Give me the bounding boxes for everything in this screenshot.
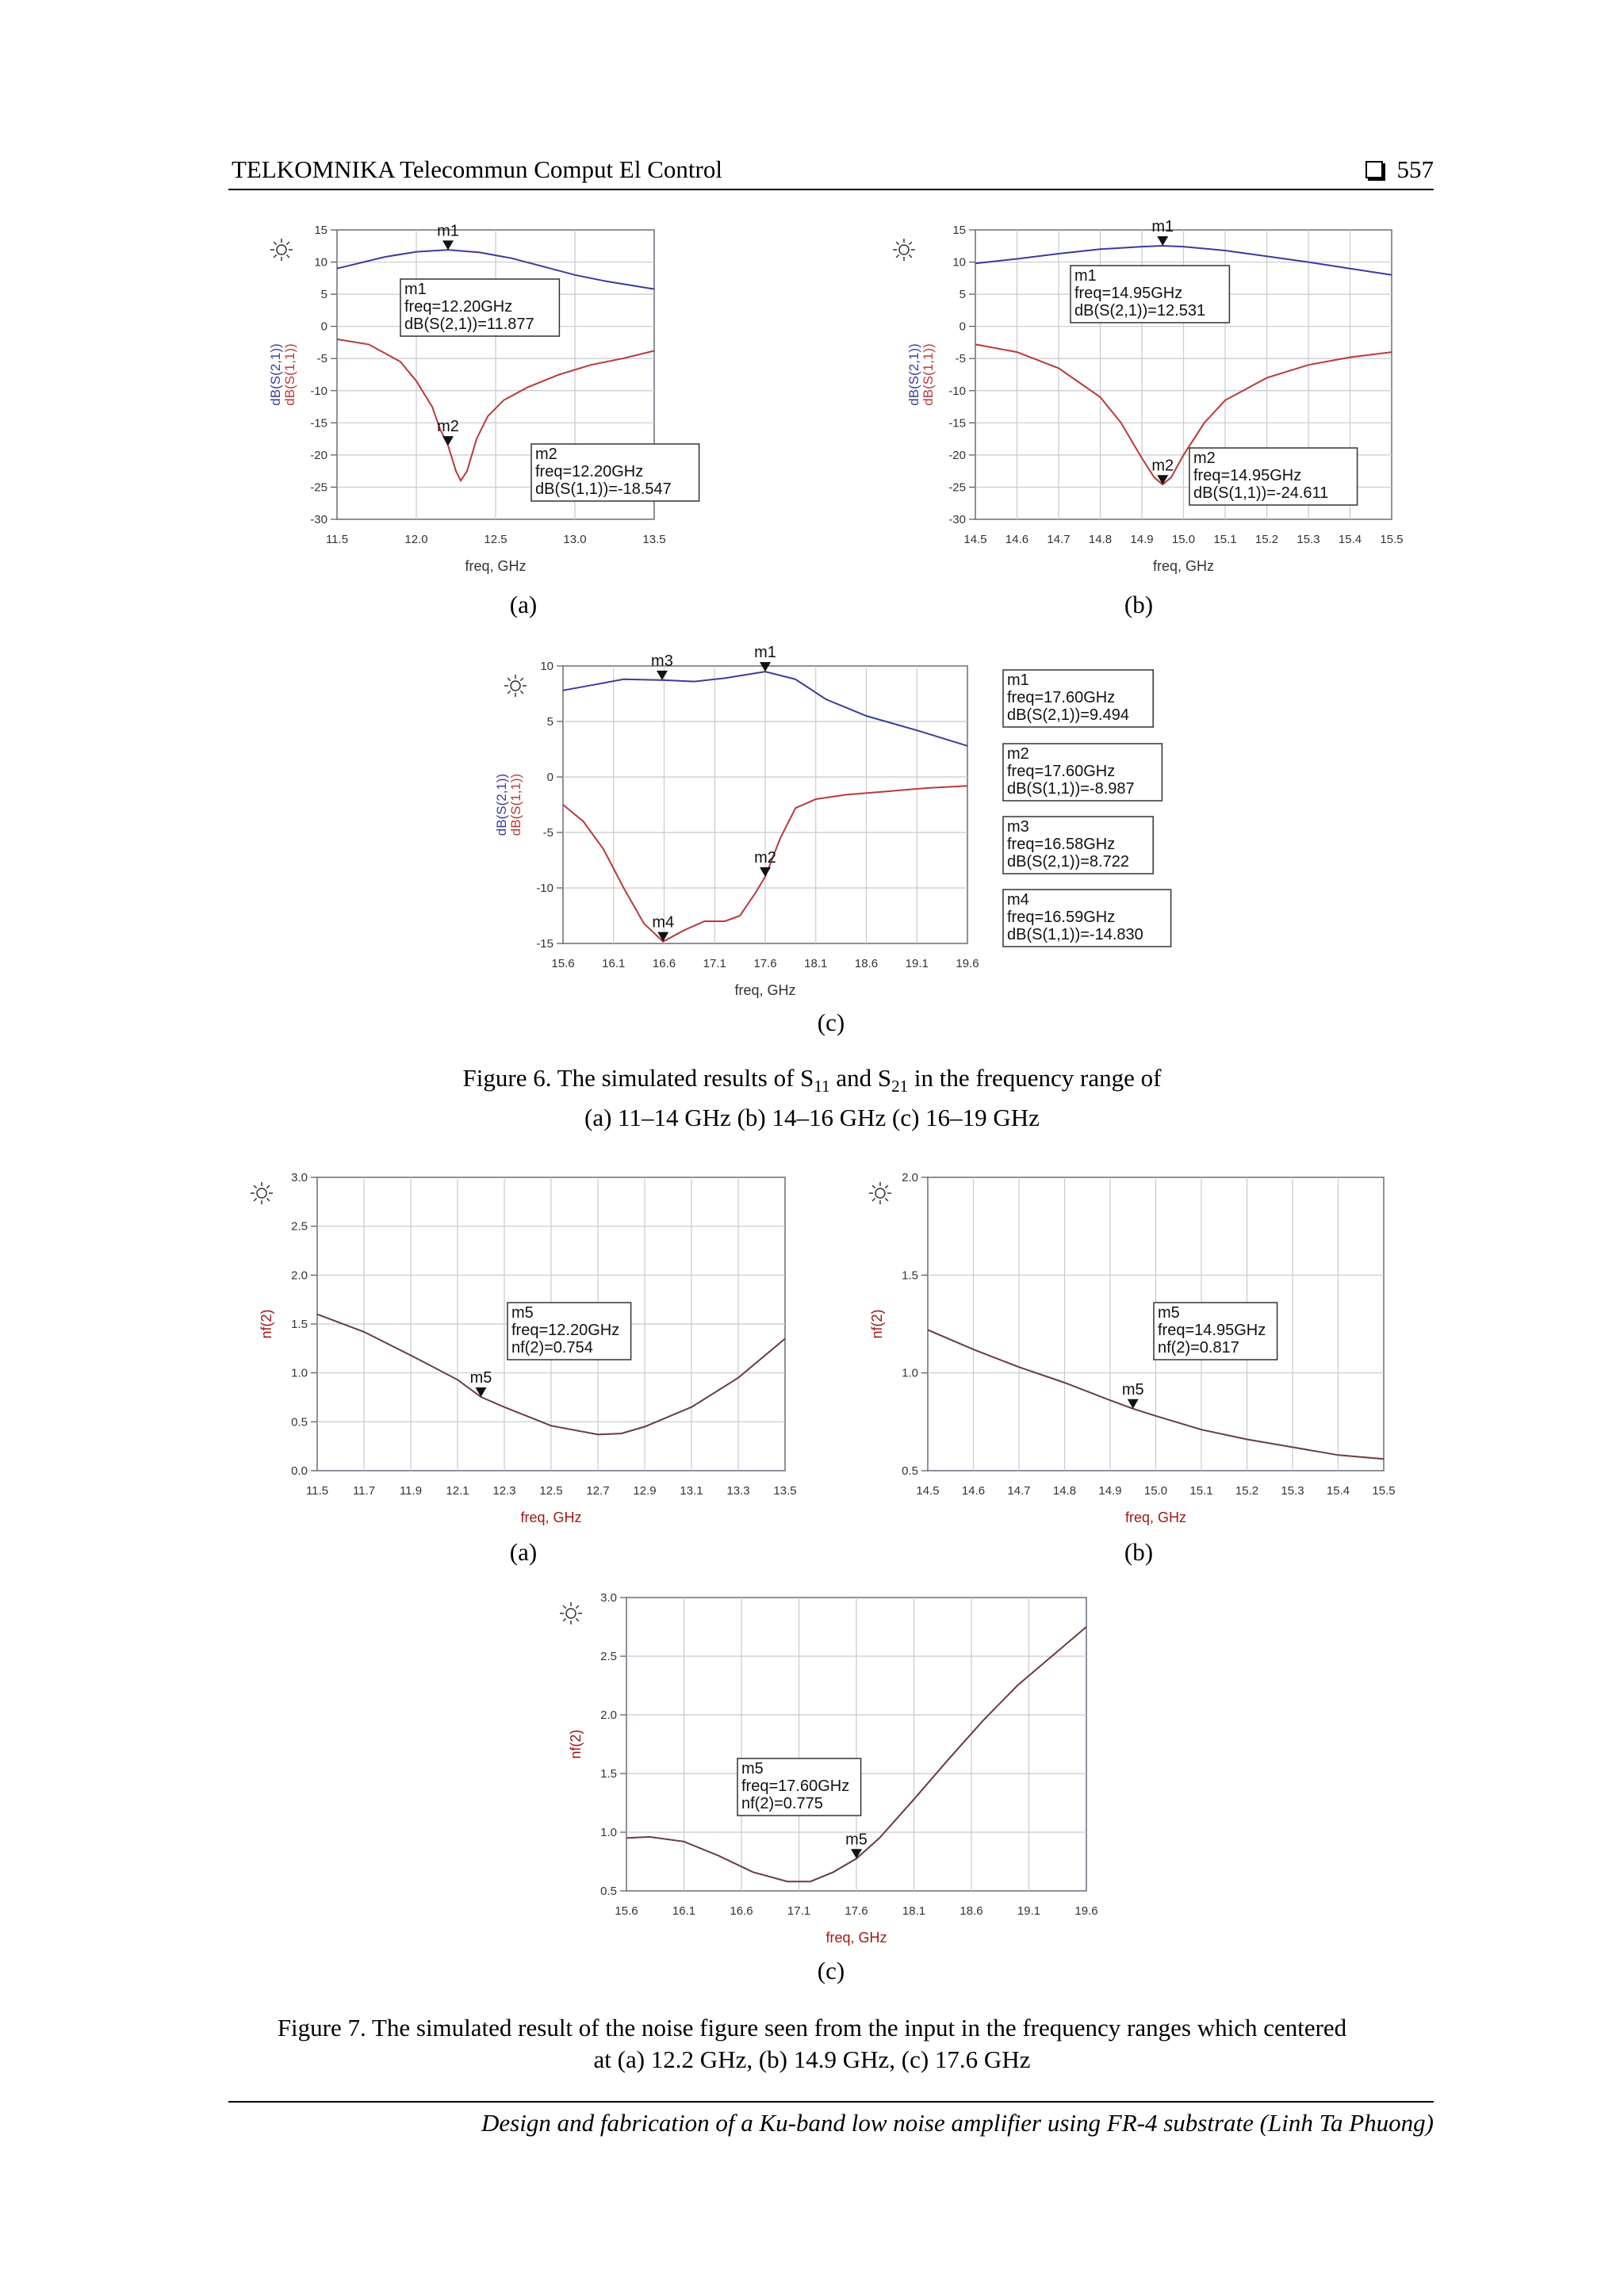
sun-icon-ray [576, 1605, 579, 1609]
x-tick-label: 15.5 [1380, 533, 1404, 546]
y-tick-label: 10 [540, 660, 553, 673]
marker-readout-line: m1 [1007, 672, 1029, 689]
y-tick-label: 0 [959, 320, 966, 334]
sun-icon-ray [909, 254, 912, 258]
marker-readout-line: dB(S(1,1))=-14.830 [1007, 926, 1143, 943]
marker-readout-line: m5 [511, 1304, 534, 1322]
x-tick-label: 15.4 [1326, 1484, 1350, 1498]
x-tick-label: 13.0 [563, 533, 587, 546]
marker-readout-line: m2 [1193, 450, 1216, 467]
marker-readout-line: dB(S(1,1))=-18.547 [535, 480, 672, 498]
x-tick-label: 14.9 [1130, 533, 1154, 546]
x-tick-label: 14.5 [963, 533, 987, 546]
x-tick-label: 19.1 [905, 957, 929, 970]
x-tick-label: 11.7 [352, 1484, 376, 1498]
marker-readout-line: nf(2)=0.817 [1158, 1339, 1239, 1357]
fig7-caption [0, 2012, 1624, 2076]
y-tick-label: 2.5 [291, 1219, 308, 1234]
page-number: 557 [1396, 155, 1434, 183]
running-header: TELKOMNIKA Telecommun Comput El Control [232, 155, 722, 183]
x-axis-label: freq, GHz [520, 1510, 582, 1525]
y-axis-label-s11: dB(S(1,1)) [508, 773, 523, 836]
y-tick-label: 2.0 [291, 1269, 308, 1283]
x-tick-label: 12.7 [586, 1484, 610, 1498]
y-tick-label: 1.5 [600, 1767, 617, 1781]
y-tick-label: 1.5 [291, 1318, 308, 1331]
marker-readout-line: freq=17.60GHz [741, 1777, 850, 1795]
fig7a-sublabel: (a) [509, 1538, 538, 1566]
y-tick-label: -5 [955, 352, 966, 366]
y-tick-label: 1.0 [902, 1366, 918, 1380]
marker-readout-line: freq=16.58GHz [1007, 836, 1116, 853]
x-tick-label: 14.7 [1007, 1484, 1031, 1498]
x-tick-label: 12.0 [404, 533, 428, 546]
fig7b-chart [856, 1158, 1427, 1530]
fig7c-sublabel: (c) [817, 1957, 845, 1984]
marker-label: m2 [1151, 457, 1174, 475]
sun-icon-ray [896, 254, 899, 258]
marker-label: m5 [845, 1831, 868, 1849]
y-tick-label: 2.0 [600, 1709, 617, 1722]
x-tick-label: 13.3 [726, 1484, 750, 1498]
x-tick-label: 14.8 [1052, 1484, 1077, 1498]
x-tick-label: 15.3 [1281, 1484, 1304, 1498]
y-axis-label: nf(2) [869, 1309, 885, 1339]
y-axis-label-s11: dB(S(1,1)) [921, 343, 936, 406]
marker-readout-line: m3 [1007, 818, 1029, 836]
y-tick-label: -20 [948, 448, 966, 462]
y-tick-label: 0.5 [291, 1415, 308, 1429]
sun-icon [869, 1182, 891, 1204]
y-axis-label-s21: dB(S(2,1)) [494, 773, 509, 836]
sun-icon-ray [508, 678, 511, 681]
sun-icon-ray [266, 1198, 270, 1201]
x-tick-label: 19.6 [956, 957, 979, 970]
sun-icon-ray [266, 1185, 270, 1188]
y-axis-label-s21: dB(S(2,1)) [268, 343, 283, 406]
y-tick-label: -15 [948, 416, 966, 430]
marker-readout-line: dB(S(1,1))=-24.611 [1193, 484, 1329, 502]
marker-readout-line: freq=17.60GHz [1007, 689, 1116, 706]
x-tick-label: 18.6 [854, 957, 879, 970]
fig6a-chart [238, 214, 809, 587]
marker-label: m1 [754, 644, 776, 662]
y-axis-label-s11: dB(S(1,1)) [282, 343, 297, 406]
sun-icon-ray [885, 1198, 888, 1201]
x-tick-label: 16.6 [730, 1904, 753, 1918]
marker-readout-line: freq=12.20GHz [535, 463, 644, 480]
sun-icon-ray [885, 1185, 888, 1188]
x-tick-label: 16.1 [602, 957, 626, 970]
marker-readout-line: dB(S(2,1))=12.531 [1074, 302, 1206, 320]
sun-icon-ray [872, 1185, 875, 1188]
marker-readout-line: freq=14.95GHz [1193, 467, 1302, 484]
fig6b-sublabel: (b) [1124, 591, 1154, 618]
y-tick-label: -10 [948, 384, 966, 398]
y-axis-label-s21: dB(S(2,1)) [906, 343, 921, 406]
fig6b-chart [872, 214, 1427, 587]
y-tick-label: -15 [536, 937, 553, 951]
fig6-caption-line1: Figure 6. The simulated results of $S_{11}$ and $S_{21}$ in the frequency range of [462, 1064, 1162, 1096]
x-tick-label: 18.1 [902, 1904, 926, 1918]
marker-label: m5 [469, 1369, 492, 1387]
marker-readout-line: m5 [1158, 1304, 1180, 1322]
y-tick-label: 5 [546, 715, 553, 729]
marker-readout-line: nf(2)=0.754 [511, 1339, 593, 1357]
x-tick-label: 17.1 [703, 957, 726, 970]
sun-icon [504, 675, 527, 697]
marker-readout-line: m2 [1007, 745, 1029, 763]
sun-icon-core [511, 681, 520, 691]
x-tick-label: 14.5 [916, 1484, 940, 1498]
y-tick-label: 1.0 [291, 1366, 308, 1380]
y-tick-label: -30 [310, 513, 327, 526]
x-tick-label: 18.1 [804, 957, 828, 970]
sun-icon-ray [286, 242, 289, 245]
marker-readout-line: freq=14.95GHz [1158, 1322, 1266, 1339]
y-axis-label: nf(2) [259, 1309, 274, 1339]
marker-readout-line: dB(S(2,1))=9.494 [1007, 706, 1129, 724]
y-tick-label: 2.5 [600, 1650, 617, 1663]
x-tick-label: 19.6 [1074, 1904, 1098, 1918]
fig7-caption-line1: Figure 7. The simulated result of the noise figure seen from the input in the frequency ranges which centered [277, 2014, 1347, 2042]
x-tick-label: 15.1 [1189, 1484, 1213, 1498]
x-tick-label: 14.6 [961, 1484, 986, 1498]
y-axis-label: nf(2) [568, 1729, 584, 1759]
y-tick-label: 1.5 [902, 1269, 918, 1283]
x-tick-label: 13.5 [773, 1484, 797, 1498]
x-tick-label: 14.8 [1088, 533, 1113, 546]
sun-icon-ray [896, 242, 899, 245]
x-tick-label: 12.1 [446, 1484, 469, 1498]
x-tick-label: 15.4 [1338, 533, 1362, 546]
sun-icon-ray [563, 1618, 566, 1621]
marker-readout-line: m1 [404, 281, 427, 298]
sun-icon-ray [520, 678, 523, 681]
x-axis-label: freq, GHz [465, 558, 527, 574]
sun-icon-ray [909, 242, 912, 245]
y-tick-label: -10 [310, 384, 327, 398]
x-tick-label: 11.5 [325, 533, 349, 546]
sun-icon-core [875, 1188, 885, 1198]
x-tick-label: 14.6 [1005, 533, 1029, 546]
marker-readout-line: freq=16.59GHz [1007, 909, 1116, 926]
x-tick-label: 17.1 [787, 1904, 811, 1918]
fig7-caption-line2: at (a) 12.2 GHz, (b) 14.9 GHz, (c) 17.6 GHz [593, 2045, 1031, 2073]
x-tick-label: 15.2 [1254, 533, 1279, 546]
x-tick-label: 18.6 [959, 1904, 983, 1918]
y-tick-label: 10 [952, 255, 966, 270]
y-tick-label: -20 [310, 448, 327, 462]
x-tick-label: 16.6 [652, 957, 676, 970]
x-axis-label: freq, GHz [734, 982, 796, 998]
x-axis-label: freq, GHz [825, 1930, 887, 1946]
sun-icon-core [257, 1188, 266, 1198]
marker-readout-line: freq=14.95GHz [1074, 285, 1183, 302]
sun-icon-ray [872, 1198, 875, 1201]
sun-icon-ray [576, 1618, 579, 1621]
y-tick-label: 0.5 [902, 1464, 918, 1478]
fig6c-sublabel: (c) [817, 1008, 845, 1036]
sun-icon [893, 239, 915, 261]
y-tick-label: 3.0 [291, 1171, 308, 1184]
x-axis-label: freq, GHz [1152, 558, 1215, 574]
sun-icon-ray [563, 1605, 566, 1609]
x-tick-label: 13.1 [680, 1484, 703, 1498]
sun-icon-core [566, 1609, 576, 1618]
marker-label: m5 [1121, 1380, 1144, 1399]
x-tick-label: 15.6 [551, 957, 575, 970]
sun-icon-ray [254, 1198, 257, 1201]
x-tick-label: 11.5 [305, 1484, 329, 1498]
marker-readout-line: m4 [1007, 891, 1029, 909]
sun-icon-ray [274, 254, 277, 258]
marker-readout-line: freq=17.60GHz [1007, 763, 1116, 780]
fig6a-sublabel: (a) [509, 591, 538, 618]
x-tick-label: 15.1 [1213, 533, 1237, 546]
marker-readout-line: dB(S(1,1))=-8.987 [1007, 780, 1135, 798]
marker-label: m2 [754, 848, 776, 867]
fig6c-chart [484, 642, 1182, 1007]
marker-label: m4 [652, 913, 675, 932]
footer-rule [228, 2101, 1434, 2103]
marker-readout-line: m5 [741, 1760, 764, 1777]
y-tick-label: 0 [546, 771, 553, 784]
marker-readout-line: dB(S(2,1))=11.877 [404, 316, 534, 333]
y-tick-label: 2.0 [902, 1171, 918, 1184]
marker-readout-line: m2 [535, 446, 557, 463]
y-tick-label: 0.5 [600, 1885, 617, 1898]
sun-icon-core [277, 245, 286, 254]
x-tick-label: 12.9 [633, 1484, 657, 1498]
x-tick-label: 16.1 [672, 1904, 696, 1918]
marker-label: m3 [651, 652, 673, 670]
y-tick-label: 1.0 [600, 1826, 617, 1839]
marker-readout-line: dB(S(2,1))=8.722 [1007, 853, 1129, 871]
x-tick-label: 14.7 [1047, 533, 1071, 546]
x-tick-label: 12.5 [484, 533, 508, 546]
marker-label: m2 [437, 418, 459, 436]
y-tick-label: 3.0 [600, 1591, 617, 1605]
y-tick-label: -10 [536, 882, 553, 895]
y-tick-label: -5 [316, 352, 327, 366]
marker-label: m1 [1151, 218, 1174, 236]
x-tick-label: 14.9 [1098, 1484, 1122, 1498]
y-tick-label: 15 [952, 224, 966, 237]
y-tick-label: 0 [320, 320, 327, 334]
x-tick-label: 15.0 [1143, 1484, 1168, 1498]
y-tick-label: -5 [542, 826, 553, 840]
fig6-caption-line2: (a) 11–14 GHz (b) 14–16 GHz (c) 16–19 GHz [584, 1104, 1040, 1132]
sun-icon-ray [254, 1185, 257, 1188]
x-tick-label: 12.3 [492, 1484, 516, 1498]
y-tick-label: -25 [948, 480, 966, 495]
sun-icon [251, 1182, 273, 1204]
x-tick-label: 17.6 [753, 957, 777, 970]
marker-readout-line: freq=12.20GHz [511, 1322, 620, 1339]
x-tick-label: 15.2 [1235, 1484, 1259, 1498]
y-tick-label: 10 [314, 255, 327, 270]
fig7b-sublabel: (b) [1124, 1538, 1154, 1566]
x-tick-label: 15.3 [1297, 533, 1320, 546]
page-box-icon [1365, 161, 1383, 178]
header-rule [228, 189, 1434, 190]
y-tick-label: 5 [959, 288, 966, 302]
sun-icon [270, 239, 293, 261]
marker-readout-line: nf(2)=0.775 [741, 1795, 823, 1812]
x-tick-label: 19.1 [1017, 1904, 1041, 1918]
x-tick-label: 11.9 [399, 1484, 423, 1498]
x-axis-label: freq, GHz [1124, 1510, 1187, 1525]
running-footer: Design and fabrication of a Ku-band low noise amplifier using FR-4 substrate (Linh Ta Phuong) [481, 2109, 1434, 2137]
x-tick-label: 12.5 [539, 1484, 563, 1498]
sun-icon-ray [520, 691, 523, 694]
sun-icon-ray [286, 254, 289, 258]
marker-readout-line: freq=12.20GHz [404, 298, 513, 316]
y-tick-label: -30 [948, 513, 966, 526]
x-tick-label: 13.5 [642, 533, 666, 546]
x-tick-label: 15.6 [615, 1904, 638, 1918]
y-tick-label: 5 [320, 288, 327, 302]
marker-readout-line: m1 [1074, 267, 1097, 285]
x-tick-label: 15.0 [1171, 533, 1196, 546]
y-tick-label: 0.0 [291, 1464, 308, 1478]
sun-icon [560, 1602, 582, 1624]
sun-icon-core [899, 245, 909, 254]
sun-icon-ray [274, 242, 277, 245]
page-number-block [1365, 155, 1434, 184]
sun-icon-ray [508, 691, 511, 694]
fig7a-chart [238, 1158, 809, 1530]
fig7c-chart [547, 1578, 1118, 1950]
x-tick-label: 17.6 [845, 1904, 868, 1918]
y-tick-label: -25 [310, 480, 327, 495]
y-tick-label: 15 [314, 224, 327, 237]
marker-label: m1 [437, 222, 459, 240]
x-tick-label: 15.5 [1372, 1484, 1396, 1498]
fig6-caption [0, 1062, 1624, 1134]
y-tick-label: -15 [310, 416, 327, 430]
